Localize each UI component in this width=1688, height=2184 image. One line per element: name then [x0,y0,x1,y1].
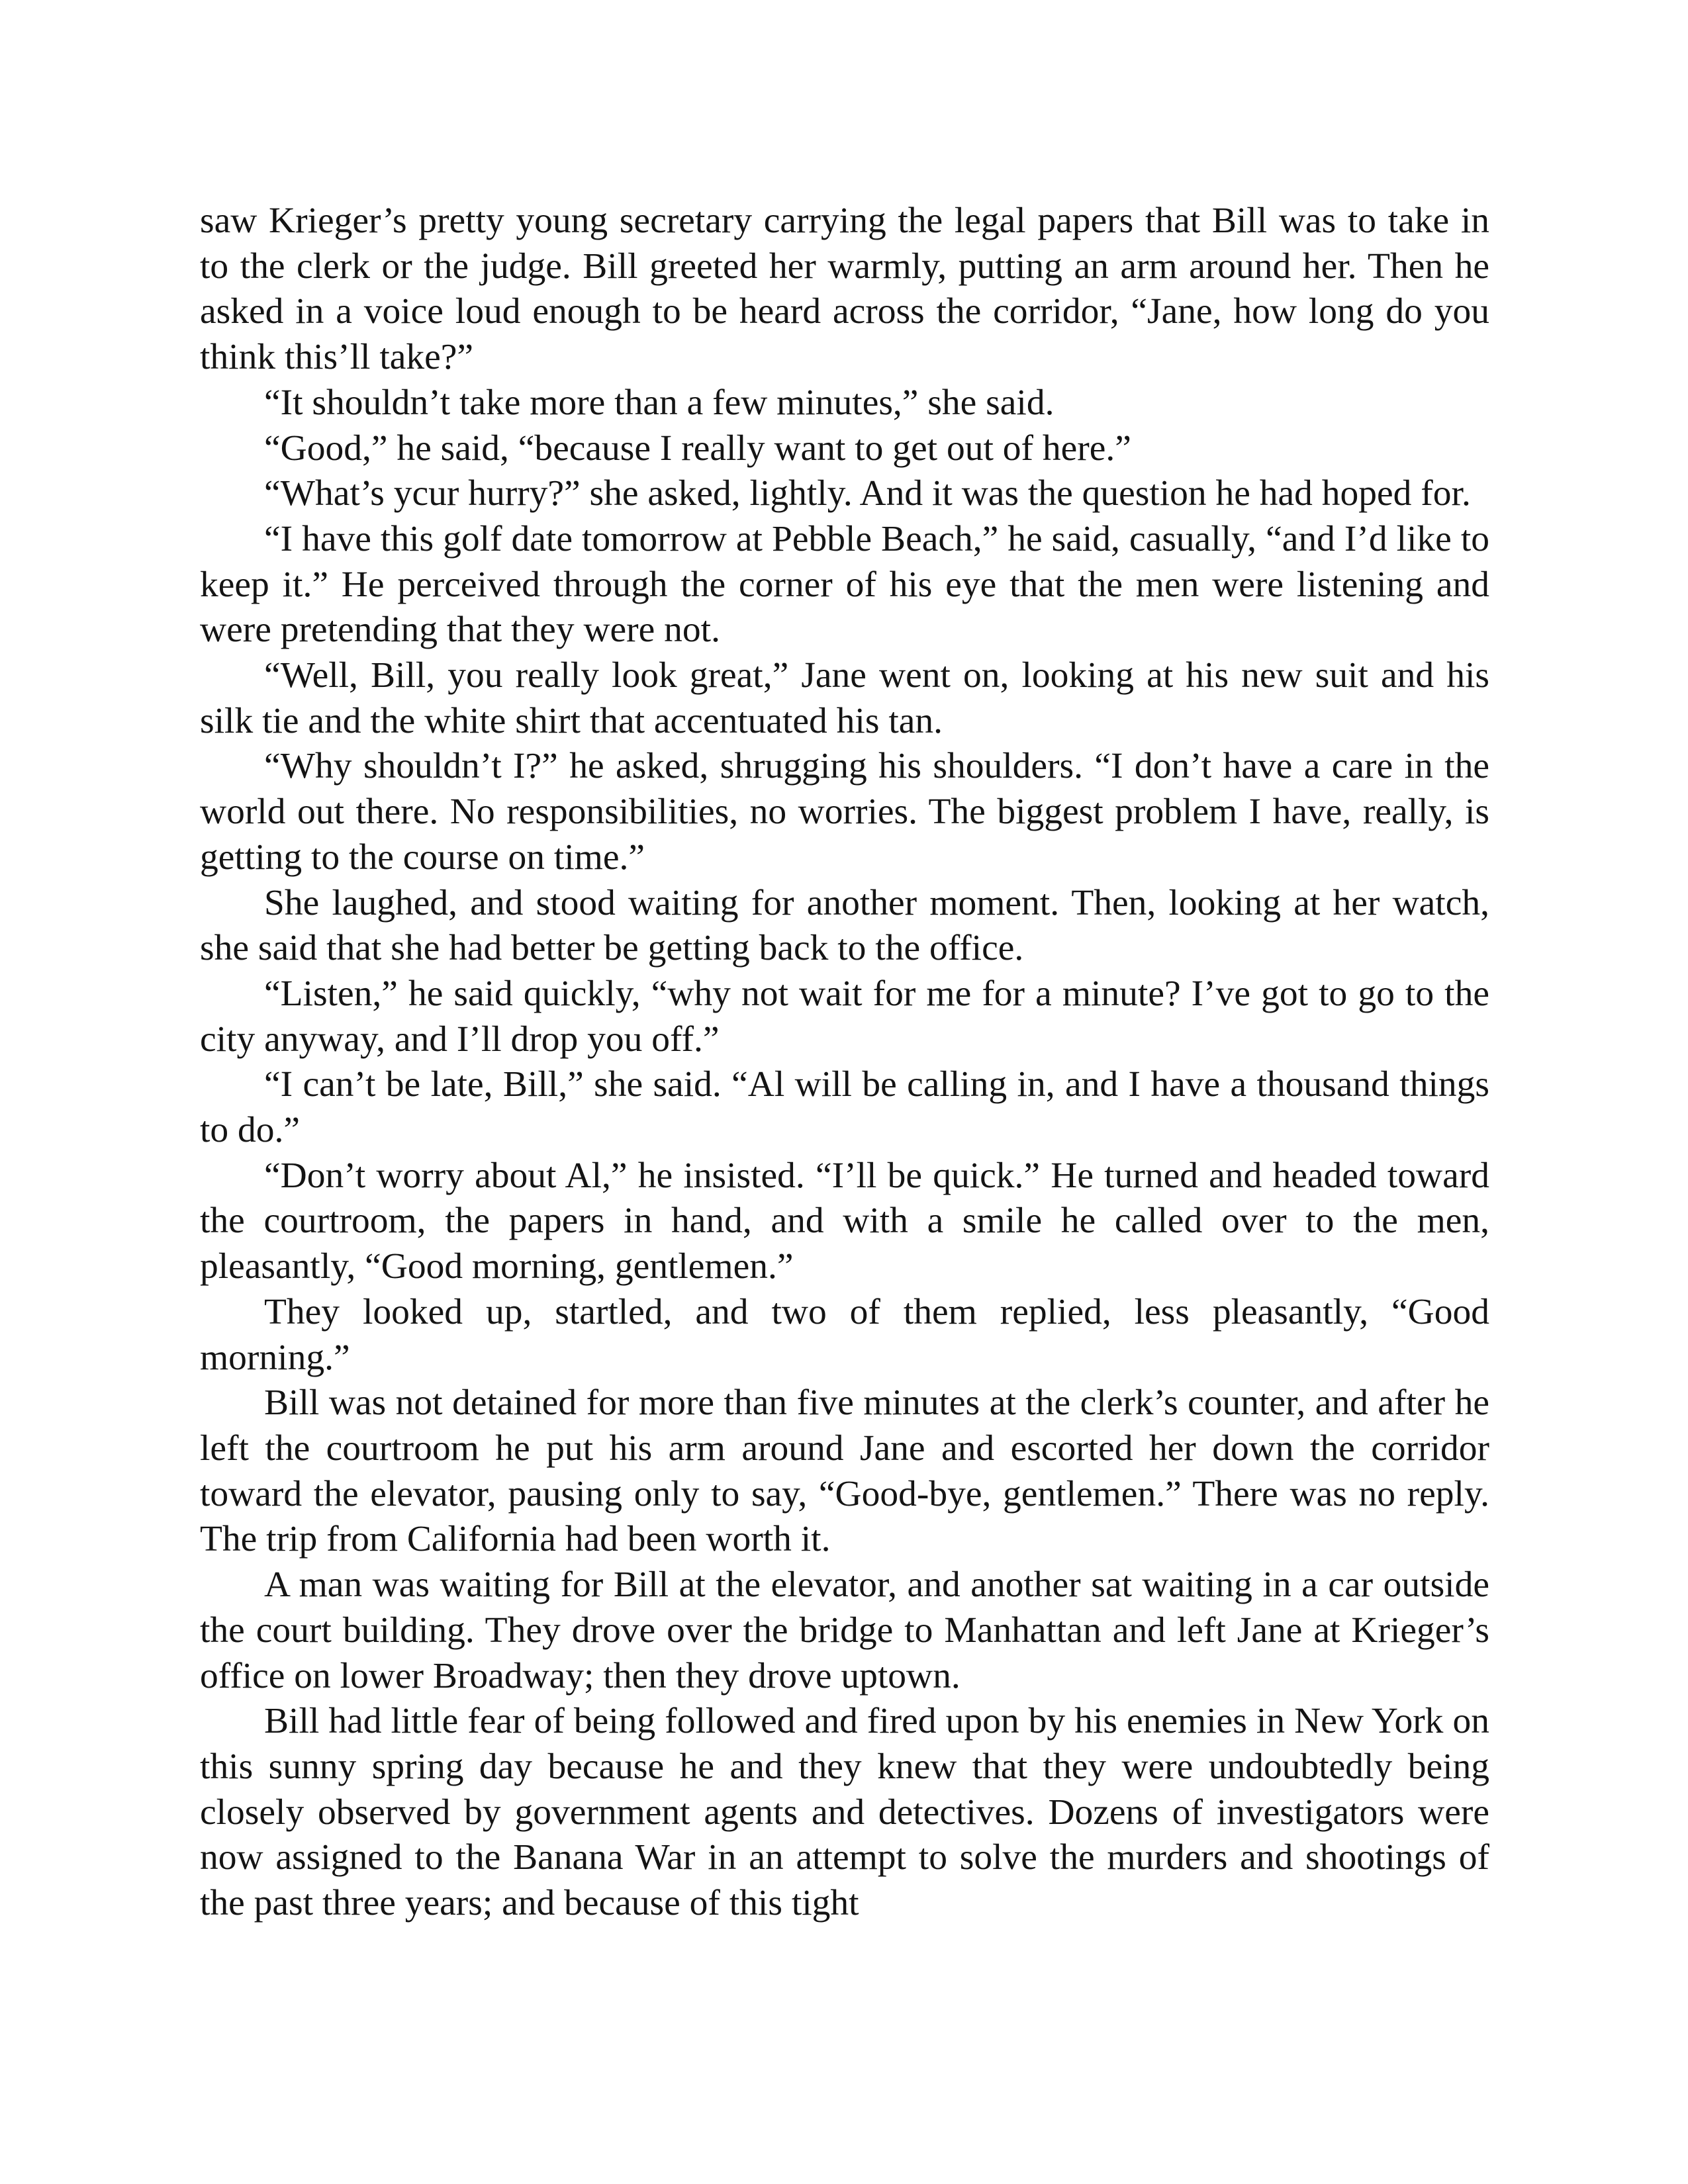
paragraph: “I can’t be late, Bill,” she said. “Al will be calling in, and I have a thousand things to do.” [200,1064,1489,1151]
paragraph: “It shouldn’t take more than a few minutes,” she said. [264,382,1055,423]
paragraph: “Why shouldn’t I?” he asked, shrugging his shoulders. “I don’t have a care in the world out there. No responsibilities, no worries. The biggest problem I have, really, is getting to the course on time.” [200,746,1489,878]
paragraph: She laughed, and stood waiting for another moment. Then, looking at her watch, she said that she had better be getting back to the office. [200,882,1489,969]
paragraph: A man was waiting for Bill at the elevator, and another sat waiting in a car outside the court building. They drove over the bridge to Manhattan and left Jane at Krieger’s office on lower Broadway; then they drove uptown. [200,1565,1489,1696]
page-body-text [200,199,1489,1927]
paragraph: They looked up, startled, and two of them replied, less pleasantly, “Good morning.” [200,1291,1489,1378]
paragraph: “I have this golf date tomorrow at Pebble Beach,” he said, casually, “and I’d like to keep it.” He perceived through the corner of his eye that the men were listening and were pretending that they were not. [200,518,1489,651]
paragraph: Bill was not detained for more than five minutes at the clerk’s counter, and after he left the courtroom he put his arm around Jane and escorted her down the corridor toward the elevator, pausing only to say, “Good-bye, gentlemen.” There was no reply. The trip from California had been worth it. [200,1383,1489,1560]
paragraph: “Well, Bill, you really look great,” Jane went on, looking at his new suit and his silk tie and the white shirt that accentuated his tan. [200,655,1489,741]
paragraph: “Don’t worry about Al,” he insisted. “I’ll be quick.” He turned and headed toward the courtroom, the papers in hand, and with a smile he called over to the men, pleasantly, “Good morning, gentlemen.” [200,1155,1489,1287]
paragraph: “Good,” he said, “because I really want to get out of here.” [264,428,1131,469]
paragraph: Bill had little fear of being followed and fired upon by his enemies in New York on this sunny spring day because he and they knew that they were undoubtedly being closely observed by government agents and detectives. Dozens of investigators were now assigned to the Banana War in an attempt to solve the murders and shootings of the past three years; and because of this tight [200,1701,1489,1924]
paragraph: “What’s ycur hurry?” she asked, lightly. And it was the question he had hoped for. [264,473,1471,514]
paragraph: “Listen,” he said quickly, “why not wait for me for a minute? I’ve got to go to the city anyway, and I’ll drop you off.” [200,973,1489,1060]
paragraph-continued: saw Krieger’s pretty young secretary carrying the legal papers that Bill was to take in to the clerk or the judge. Bill greeted her warmly, putting an arm around her. Then he asked in a voice loud enough to be heard across the corridor, “Jane, how long do you think this’ll take?” [200,201,1489,378]
